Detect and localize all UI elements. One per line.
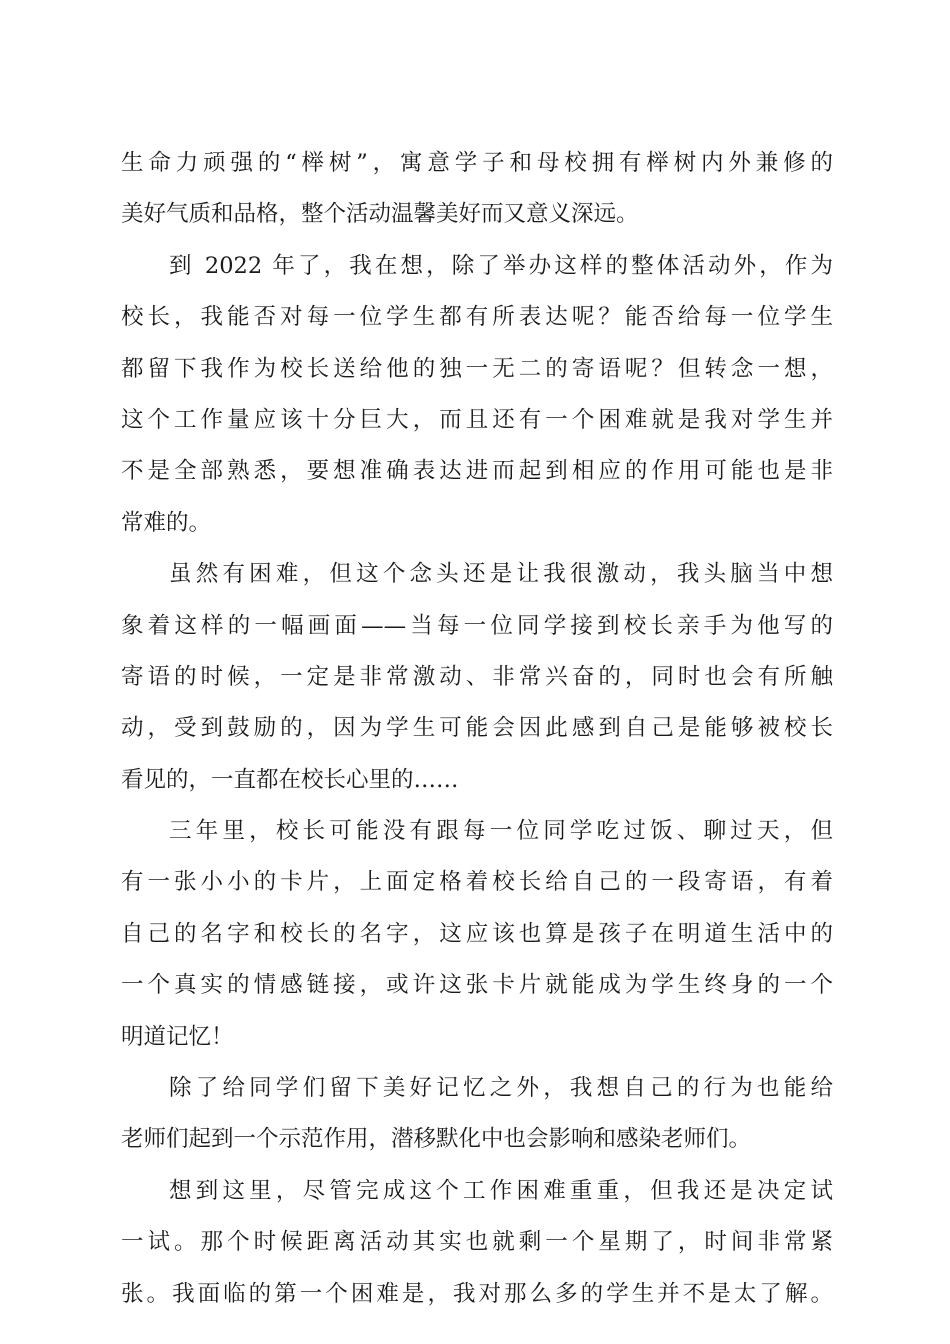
text-line: 张。我面临的第一个困难是，我对那么多的学生并不是太了解。 xyxy=(121,1280,833,1307)
text-line: 常难的。 xyxy=(121,509,212,536)
text-line: 校长，我能否对每一位学生都有所表达呢？能否给每一位学生 xyxy=(121,304,833,331)
document-body xyxy=(121,138,833,1320)
text-line: 象着这样的一幅画面——当每一位同学接到校长亲手为他写的 xyxy=(121,612,833,639)
text-line: 生命力顽强的“榉树”，寓意学子和母校拥有榉树内外兼修的 xyxy=(121,150,833,176)
text-line: 寄语的时候，一定是非常激动、非常兴奋的，同时也会有所触 xyxy=(121,663,833,690)
text-line: 自己的名字和校长的名字，这应该也算是孩子在明道生活中的 xyxy=(121,920,833,947)
paragraph-start-line: 想到这里，尽管完成这个工作困难重重，但我还是决定试 xyxy=(169,1177,833,1204)
text-line: 不是全部熟悉，要想准确表达进而起到相应的作用可能也是非 xyxy=(121,458,833,485)
text-line: 老师们起到一个示范作用，潜移默化中也会影响和感染老师们。 xyxy=(121,1126,752,1153)
text-line: 美好气质和品格，整个活动温馨美好而又意义深远。 xyxy=(121,201,639,228)
text-line: 明道记忆！ xyxy=(121,1023,234,1050)
paragraph-start-line: 到 2022 年了，我在想，除了举办这样的整体活动外，作为 xyxy=(169,252,833,279)
text-line: 都留下我作为校长送给他的独一无二的寄语呢？但转念一想， xyxy=(121,355,833,382)
text-line: 有一张小小的卡片，上面定格着校长给自己的一段寄语，有着 xyxy=(121,869,833,896)
paragraph-start-line: 三年里，校长可能没有跟每一位同学吃过饭、聊过天，但 xyxy=(169,818,833,845)
text-line: 动，受到鼓励的，因为学生可能会因此感到自己是能够被校长 xyxy=(121,715,833,742)
paragraph-start-line: 除了给同学们留下美好记忆之外，我想自己的行为也能给 xyxy=(169,1075,833,1102)
text-line: 看见的，一直都在校长心里的…… xyxy=(121,766,459,793)
text-line: 这个工作量应该十分巨大，而且还有一个困难就是我对学生并 xyxy=(121,406,833,433)
text-line: 一试。那个时候距离活动其实也就剩一个星期了，时间非常紧 xyxy=(121,1229,833,1256)
paragraph-start-line: 虽然有困难，但这个念头还是让我很激动，我头脑当中想 xyxy=(169,561,833,588)
text-line: 一个真实的情感链接，或许这张卡片就能成为学生终身的一个 xyxy=(121,972,833,999)
